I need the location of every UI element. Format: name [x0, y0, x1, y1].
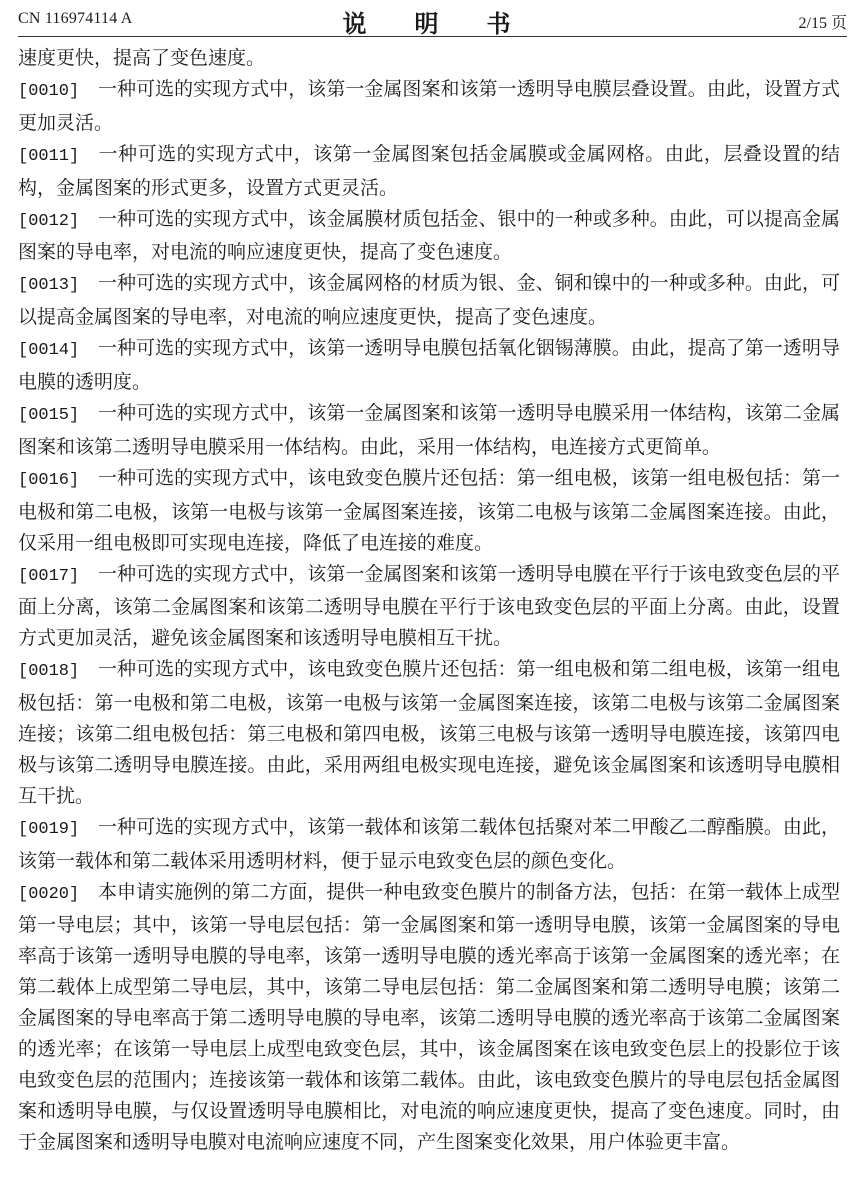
document-body — [18, 43, 840, 1158]
paragraph-0014 — [18, 333, 840, 398]
paragraph-text: 一种可选的实现方式中，该电致变色膜片还包括：第一组电极，该第一组电极包括：第一电极和第二电极，该第一电极与该第一金属图案连接，该第二电极与该第二金属图案连接。由此，仅采用一组电极即可实现电连接，降低了电连接的难度。 — [18, 466, 840, 554]
header-divider — [18, 36, 847, 37]
paragraph-number: [0019] — [18, 819, 80, 839]
paragraph-text: 一种可选的实现方式中，该金属网格的材质为银、金、铜和镍中的一种或多种。由此，可以提高金属图案的导电率，对电流的响应速度更快，提高了变色速度。 — [18, 272, 840, 329]
paragraph-text: 一种可选的实现方式中，该第一透明导电膜包括氧化铟锡薄膜。由此，提高了第一透明导电膜的透明度。 — [18, 337, 840, 394]
paragraph-0015 — [18, 398, 840, 463]
paragraph-text: 一种可选的实现方式中，该第一金属图案包括金属膜或金属网格。由此，层叠设置的结构，金属图案的形式更多，设置方式更灵活。 — [18, 142, 840, 199]
publication-number: CN 116974114 A — [18, 10, 133, 27]
paragraph-0013 — [18, 268, 840, 333]
paragraph-number: [0014] — [18, 341, 80, 361]
paragraph-text: 一种可选的实现方式中，该第一金属图案和该第一透明导电膜层叠设置。由此，设置方式更加灵活。 — [18, 77, 840, 134]
paragraph-0017 — [18, 559, 840, 655]
paragraph-text: 本申请实施例的第二方面，提供一种电致变色膜片的制备方法，包括：在第一载体上成型第一导电层；其中，该第一导电层包括：第一金属图案和第一透明导电膜，该第一金属图案的导电率高于该第一透明导电膜的导电率，该第一透明导电膜的透光率高于该第一金属图案的透光率；在第二载体上成型第二导电层，其中，该第二导电层包括：第二金属图案和第二透明导电膜；该第二金属图案的导电率高于第二透明导电膜的导电率，该第二透明导电膜的透光率高于该第二金属图案的透光率；在该第一导电层上成型电致变色层，其中，该金属图案在该电致变色层上的投影位于该电致变色层的范围内；连接该第一载体和该第二载体。由此，该电致变色膜片的导电层包括金属图案和透明导电膜，与仅设置透明导电膜相比，对电流的响应速度更快，提高了变色速度。同时，由于金属图案和透明导电膜对电流响应速度不同，产生图案变化效果，用户体验更丰富。 — [18, 880, 840, 1153]
paragraph-0020 — [18, 877, 840, 1158]
paragraph-number: [0012] — [18, 211, 80, 231]
page-indicator: 2/15 页 — [798, 15, 847, 32]
paragraph-text: 一种可选的实现方式中，该第一金属图案和该第一透明导电膜采用一体结构，该第二金属图案和该第二透明导电膜采用一体结构。由此，采用一体结构，电连接方式更简单。 — [18, 401, 840, 458]
paragraph-number: [0010] — [18, 81, 80, 101]
paragraph-number: [0016] — [18, 470, 80, 490]
document-title: 说 明 书 — [342, 10, 523, 38]
paragraph-number: [0013] — [18, 276, 80, 296]
paragraph-number: [0015] — [18, 405, 80, 425]
paragraph-number: [0017] — [18, 566, 80, 586]
paragraph-text: 一种可选的实现方式中，该第一载体和该第二载体包括聚对苯二甲酸乙二醇酯膜。由此，该第一载体和第二载体采用透明材料，便于显示电致变色层的颜色变化。 — [18, 815, 840, 872]
paragraph-number: [0020] — [18, 884, 80, 904]
page-header — [0, 0, 865, 38]
paragraph-number: [0011] — [18, 146, 80, 166]
paragraph-0011 — [18, 139, 840, 204]
paragraph-0019 — [18, 812, 840, 877]
paragraph-text: 一种可选的实现方式中，该第一金属图案和该第一透明导电膜在平行于该电致变色层的平面上分离，该第二金属图案和该第二透明导电膜在平行于该电致变色层的平面上分离。由此，设置方式更加灵活，避免该金属图案和该透明导电膜相互干扰。 — [18, 562, 840, 650]
paragraph-0010 — [18, 74, 840, 139]
paragraph-0016 — [18, 463, 840, 559]
paragraph-text: 一种可选的实现方式中，该电致变色膜片还包括：第一组电极和第二组电极，该第一组电极包括：第一电极和第二电极，该第一电极与该第一金属图案连接，该第二电极与该第二金属图案连接；该第二组电极包括：第三电极和第四电极，该第三电极与该第一透明导电膜连接，该第四电极与该第二透明导电膜连接。由此，采用两组电极实现电连接，避免该金属图案和该透明导电膜相互干扰。 — [18, 658, 840, 807]
paragraph-0012 — [18, 204, 840, 269]
continuation-text: 速度更快，提高了变色速度。 — [18, 47, 266, 69]
paragraph-0018 — [18, 654, 840, 812]
paragraph-number: [0018] — [18, 662, 80, 682]
paragraph-text: 一种可选的实现方式中，该金属膜材质包括金、银中的一种或多种。由此，可以提高金属图案的导电率，对电流的响应速度更快，提高了变色速度。 — [18, 207, 840, 264]
